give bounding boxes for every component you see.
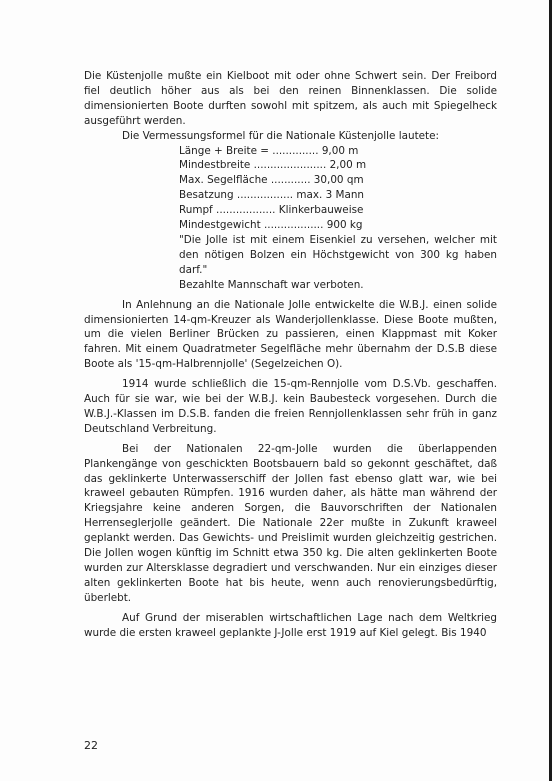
formula-row: Max. Segelfläche ............ 30,00 qm bbox=[179, 174, 364, 187]
formula-rule: "Die Jolle ist mit einem Eisenkiel zu versehen, welcher mit den nötigen Bolzen ein Höchstgewicht von 300 kg haben darf." bbox=[179, 233, 497, 276]
formula-row: Besatzung ................. max. 3 Mann bbox=[179, 189, 365, 202]
body-text bbox=[84, 69, 497, 641]
formula-intro: Die Vermessungsformel für die Nationale Küstenjolle lautete: bbox=[122, 129, 440, 142]
measurement-formula bbox=[84, 129, 497, 293]
paragraph: Bei der Nationalen 22-qm-Jolle wurden die überlappenden Plankengänge von geschickten Bootsbauern bald so gekonnt geschäftet, daß das geklinkerte Unterwasserschiff der Jollen fast ebenso glatt war, wie bei kraweel gebauten Rümpfen. 1916 wurden daher, als hätte man während der Kriegsjahre keine anderen Sorgen, die Bauvorschriften der Nationalen Herrenseglerjolle geändert. Die Nationale 22er mußte in Zukunft kraweel geplankt werden. Das Gewichts- und Preislimit wurden gleichzeitig gestrichen. Die Jollen wogen künftig im Schnitt etwa 350 kg. Die alten geklinkerten Boote wurden zur Altersklasse degradiert und verschwanden. Nur ein einziges dieser alten geklinkerten Boote hat bis heute, wenn auch renovierungsbedürftig, überlebt. bbox=[84, 442, 497, 604]
paragraph: 1914 wurde schließlich die 15-qm-Rennjolle vom D.S.Vb. geschaffen. Auch für sie war, wie bei der W.B.J. kein Baubesteck vorgesehen. Durch die W.B.J.-Klassen im D.S.B. fanden die freien Rennjollenklassen sehr früh in ganz Deutschland Verbreitung. bbox=[84, 378, 497, 435]
page-number: 22 bbox=[84, 739, 98, 752]
formula-note: Bezahlte Mannschaft war verboten. bbox=[179, 278, 364, 291]
paragraph: Die Küstenjolle mußte ein Kielboot mit oder ohne Schwert sein. Der Freibord fiel deutlich höher aus als bei den reinen Binnenklassen. Die solide dimensionierten Boote durften sowohl mit spitzem, als auch mit Spiegelheck ausgeführt werden. bbox=[84, 70, 497, 127]
formula-row: Rumpf .................. Klinkerbauweise bbox=[179, 204, 364, 217]
formula-row: Länge + Breite = .............. 9,00 m bbox=[179, 144, 359, 157]
formula-row: Mindestgewicht .................. 900 kg bbox=[179, 219, 363, 232]
paragraph: In Anlehnung an die Nationale Jolle entwickelte die W.B.J. einen solide dimensionierten 14-qm-Kreuzer als Wanderjollenklasse. Diese Boote mußten, um die vielen Berliner Brücken zu passieren, einen Klappmast mit Koker fahren. Mit einem Quadratmeter Segelfläche mehr übernahm der D.S.B diese Boote als '15-qm-Halbrennjolle' (Segelzeichen O). bbox=[84, 298, 497, 371]
paragraph: Auf Grund der miserablen wirtschaftlichen Lage nach dem Weltkrieg wurde die ersten kraweel geplankte J-Jolle erst 1919 auf Kiel gelegt. Bis 1940 bbox=[84, 611, 497, 639]
formula-row: Mindestbreite ...................... 2,00 m bbox=[179, 159, 367, 172]
